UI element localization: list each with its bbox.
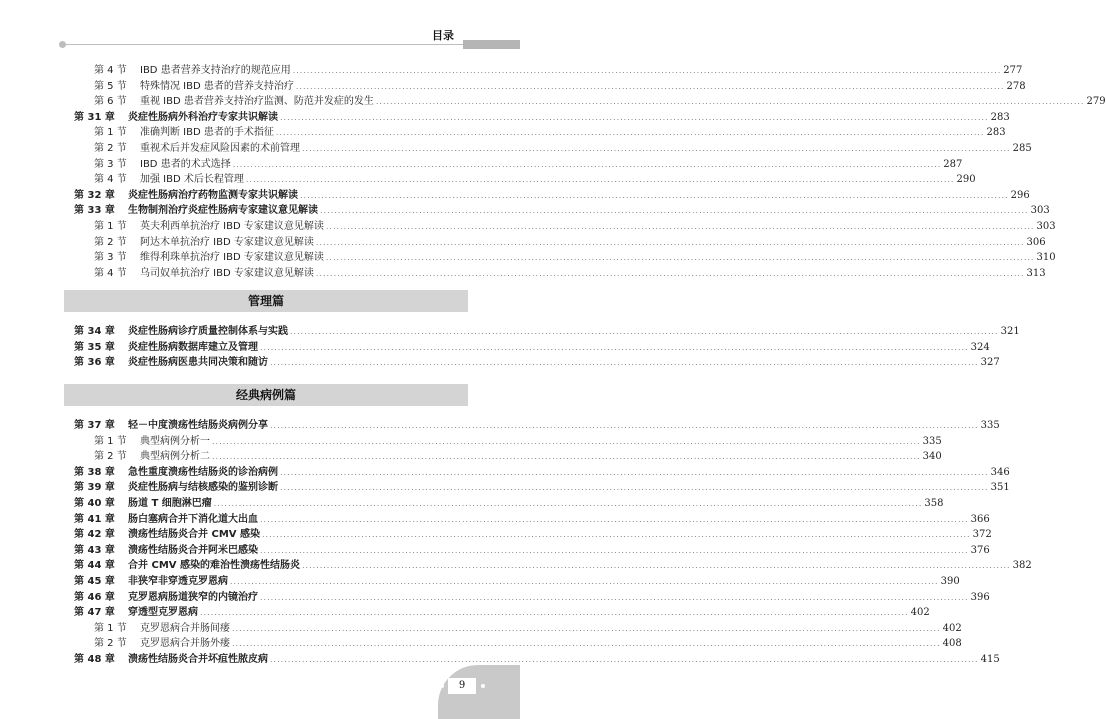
dot-leader: ........................................................................................................................................................................................................ <box>292 66 1002 75</box>
dot-leader: ........................................................................................................................................................................................................ <box>212 436 921 446</box>
entry-page-number: 303 <box>1030 205 1050 217</box>
toc-chapter-entry <box>64 543 990 559</box>
page-dot-right <box>481 684 485 688</box>
header-tab-bar <box>463 40 520 49</box>
entry-title: 克罗恩病合并肠外瘘 <box>140 638 230 650</box>
entry-title: 轻－中度溃疡性结肠炎病例分享 <box>128 420 268 431</box>
page-dot-left <box>440 684 444 688</box>
dot-leader: ........................................................................................................................................................................................................ <box>280 483 989 493</box>
entry-title: 准确判断 IBD 患者的手术指征 <box>140 127 274 139</box>
entry-page-number: 408 <box>942 638 962 650</box>
entry-number: 第 47 章 <box>74 607 115 619</box>
dot-leader: ........................................................................................................................................................................................................ <box>375 97 1085 107</box>
header-title: 目录 <box>432 29 454 42</box>
dot-leader: ........................................................................................................................................................................................................ <box>232 623 941 633</box>
entry-number: 第 32 章 <box>74 189 115 201</box>
entry-title: IBD 患者营养支持治疗的规范应用 <box>140 65 291 76</box>
toc-chapter-entry <box>64 188 1030 204</box>
entry-number: 第 1 节 <box>94 220 127 232</box>
dot-leader: ........................................................................................................................................................................................................ <box>212 452 921 462</box>
entry-title: 生物制剂治疗炎症性肠病专家建议意见解读 <box>128 205 318 217</box>
toc-section-entry <box>64 434 942 450</box>
dot-leader: ........................................................................................................................................................................................................ <box>295 81 1005 91</box>
toc-section-entry <box>64 235 1046 251</box>
entry-page-number: 396 <box>970 591 990 603</box>
entry-title: 炎症性肠病外科治疗专家共识解读 <box>128 111 278 123</box>
toc-chapter-entry <box>64 605 930 621</box>
entry-number: 第 34 章 <box>74 326 115 337</box>
dot-leader: ........................................................................................................................................................................................................ <box>230 576 939 586</box>
entry-page-number: 296 <box>1010 189 1030 201</box>
entry-number: 第 37 章 <box>74 420 115 431</box>
entry-number: 第 36 章 <box>74 357 115 369</box>
entry-number: 第 39 章 <box>74 482 115 494</box>
entry-page-number: 324 <box>970 341 990 353</box>
entry-number: 第 40 章 <box>74 497 115 509</box>
entry-title: 非狭窄非穿透克罗恩病 <box>128 575 228 587</box>
entry-number: 第 1 节 <box>94 435 127 447</box>
dot-leader: ........................................................................................................................................................................................................ <box>320 206 1029 216</box>
entry-title: 重视术后并发症风险因素的术前管理 <box>140 142 300 154</box>
dot-leader: ........................................................................................................................................................................................................ <box>302 143 1011 153</box>
entry-number: 第 46 章 <box>74 591 115 603</box>
entry-number: 第 2 节 <box>94 236 127 248</box>
toc-section-entry <box>64 250 1056 266</box>
entry-page-number: 277 <box>1003 65 1023 76</box>
entry-title: 英夫利西单抗治疗 IBD 专家建议意见解读 <box>140 220 324 232</box>
entry-page-number: 285 <box>1012 142 1032 154</box>
entry-title: 典型病例分析二 <box>140 451 210 463</box>
entry-number: 第 38 章 <box>74 466 115 478</box>
entry-page-number: 287 <box>943 158 963 170</box>
dot-leader: ........................................................................................................................................................................................................ <box>290 327 999 336</box>
entry-number: 第 2 节 <box>94 451 127 463</box>
toc-chapter-entry <box>64 340 990 356</box>
entry-page-number: 358 <box>924 497 944 509</box>
entry-title: 克罗恩病合并肠间瘘 <box>140 622 230 634</box>
entry-title: 乌司奴单抗治疗 IBD 专家建议意见解读 <box>140 267 314 279</box>
entry-title: 阿达木单抗治疗 IBD 专家建议意见解读 <box>140 236 314 248</box>
toc-chapter-entry <box>64 480 1010 496</box>
dot-leader: ........................................................................................................................................................................................................ <box>260 545 969 555</box>
entry-number: 第 44 章 <box>74 560 115 572</box>
dot-leader: ........................................................................................................................................................................................................ <box>275 128 985 138</box>
toc-section-entry <box>64 449 942 465</box>
dot-leader: ........................................................................................................................................................................................................ <box>302 561 1011 571</box>
entry-title: 维得利珠单抗治疗 IBD 专家建议意见解读 <box>140 252 324 264</box>
entry-number: 第 1 节 <box>94 622 127 634</box>
entry-number: 第 2 节 <box>94 142 127 154</box>
entry-title: 肠道 T 细胞淋巴瘤 <box>128 497 212 509</box>
dot-leader: ........................................................................................................................................................................................................ <box>245 175 955 185</box>
entry-page-number: 402 <box>942 622 962 634</box>
toc-chapter-entry <box>64 355 1000 371</box>
entry-title: IBD 患者的术式选择 <box>140 158 231 170</box>
dot-leader: ........................................................................................................................................................................................................ <box>232 159 942 169</box>
dot-leader: ........................................................................................................................................................................................................ <box>213 498 923 508</box>
toc-chapter-entry <box>64 496 944 512</box>
toc-section-entry <box>64 621 962 637</box>
dot-leader: ........................................................................................................................................................................................................ <box>270 654 979 664</box>
toc-chapter-entry <box>64 110 1010 126</box>
toc-section-entry <box>64 266 1046 282</box>
entry-number: 第 4 节 <box>94 174 127 186</box>
dot-leader: ........................................................................................................................................................................................................ <box>260 342 969 352</box>
toc-chapter-entry <box>64 574 960 590</box>
dot-leader: ........................................................................................................................................................................................................ <box>262 530 971 540</box>
entry-page-number: 278 <box>1006 80 1026 92</box>
entry-title: 炎症性肠病与结核感染的鉴别诊断 <box>128 482 278 494</box>
entry-title: 炎症性肠病诊疗质量控制体系与实践 <box>128 326 288 337</box>
page-number: 9 <box>448 678 476 694</box>
dot-leader: ........................................................................................................................................................................................................ <box>315 268 1025 278</box>
entry-page-number: 283 <box>986 127 1006 139</box>
dot-leader: ........................................................................................................................................................................................................ <box>325 221 1035 231</box>
entry-number: 第 2 节 <box>94 638 127 650</box>
entry-page-number: 376 <box>970 544 990 556</box>
toc-section-entry <box>64 219 1056 235</box>
entry-page-number: 321 <box>1000 326 1020 337</box>
toc-block-1 <box>64 63 1106 281</box>
dot-leader: ........................................................................................................................................................................................................ <box>270 421 979 430</box>
dot-leader: ........................................................................................................................................................................................................ <box>260 592 969 602</box>
entry-page-number: 346 <box>990 466 1010 478</box>
toc-section-entry <box>64 636 962 652</box>
entry-number: 第 35 章 <box>74 341 115 353</box>
entry-number: 第 5 节 <box>94 80 127 92</box>
dot-leader: ........................................................................................................................................................................................................ <box>315 237 1025 247</box>
entry-title: 炎症性肠病数据库建立及管理 <box>128 341 258 353</box>
toc-section-entry <box>64 63 1023 79</box>
entry-number: 第 48 章 <box>74 653 115 665</box>
entry-number: 第 6 节 <box>94 96 127 108</box>
entry-number: 第 3 节 <box>94 252 127 264</box>
entry-page-number: 303 <box>1036 220 1056 232</box>
entry-title: 穿透型克罗恩病 <box>128 607 198 619</box>
entry-page-number: 372 <box>972 529 992 541</box>
toc-section-entry <box>64 157 963 173</box>
dot-leader: ........................................................................................................................................................................................................ <box>232 639 941 649</box>
entry-number: 第 31 章 <box>74 111 115 123</box>
dot-leader: ........................................................................................................................................................................................................ <box>200 608 909 618</box>
entry-page-number: 327 <box>980 357 1000 369</box>
entry-number: 第 4 节 <box>94 65 127 76</box>
entry-page-number: 366 <box>970 513 990 525</box>
toc-chapter-entry <box>64 558 1032 574</box>
dot-leader: ........................................................................................................................................................................................................ <box>260 514 969 524</box>
toc-chapter-entry <box>64 512 990 528</box>
entry-page-number: 306 <box>1026 236 1046 248</box>
entry-title: 急性重度溃疡性结肠炎的诊治病例 <box>128 466 278 478</box>
entry-page-number: 402 <box>910 607 930 619</box>
toc-chapter-entry <box>64 527 992 543</box>
toc-chapter-entry <box>64 652 1000 668</box>
toc-chapter-entry <box>64 324 1020 340</box>
entry-title: 炎症性肠病医患共同决策和随访 <box>128 357 268 369</box>
entry-page-number: 313 <box>1026 267 1046 279</box>
toc-section-entry <box>64 172 976 188</box>
toc-section-entry <box>64 141 1032 157</box>
entry-title: 肠白塞病合并下消化道大出血 <box>128 513 258 525</box>
entry-number: 第 43 章 <box>74 544 115 556</box>
entry-number: 第 45 章 <box>74 575 115 587</box>
entry-title: 合并 CMV 感染的难治性溃疡性结肠炎 <box>128 560 300 572</box>
part-heading-management: 管理篇 <box>64 290 468 312</box>
toc-section-entry <box>64 125 1006 141</box>
entry-page-number: 382 <box>1012 560 1032 572</box>
toc-section-entry <box>64 79 1026 95</box>
entry-number: 第 33 章 <box>74 205 115 217</box>
entry-title: 重视 IBD 患者营养支持治疗监测、防范并发症的发生 <box>140 96 374 108</box>
entry-page-number: 335 <box>980 420 1000 431</box>
dot-leader: ........................................................................................................................................................................................................ <box>270 358 979 368</box>
entry-title: 典型病例分析一 <box>140 435 210 447</box>
entry-page-number: 283 <box>990 111 1010 123</box>
toc-chapter-entry <box>64 590 990 606</box>
toc-block-2 <box>64 324 1020 371</box>
entry-page-number: 351 <box>990 482 1010 494</box>
entry-title: 溃疡性结肠炎合并坏疽性脓皮病 <box>128 653 268 665</box>
dot-leader: ........................................................................................................................................................................................................ <box>300 190 1009 200</box>
entry-page-number: 335 <box>922 435 942 447</box>
entry-page-number: 415 <box>980 653 1000 665</box>
entry-page-number: 340 <box>922 451 942 463</box>
entry-title: 克罗恩病肠道狭窄的内镜治疗 <box>128 591 258 603</box>
entry-number: 第 4 节 <box>94 267 127 279</box>
toc-chapter-entry <box>64 418 1000 434</box>
entry-page-number: 279 <box>1086 96 1106 108</box>
toc-block-3 <box>64 418 1032 668</box>
header-rule <box>64 44 464 45</box>
toc-section-entry <box>64 94 1106 110</box>
toc-chapter-entry <box>64 203 1050 219</box>
entry-page-number: 390 <box>940 575 960 587</box>
entry-page-number: 290 <box>956 174 976 186</box>
entry-title: 溃疡性结肠炎合并 CMV 感染 <box>128 529 260 541</box>
dot-leader: ........................................................................................................................................................................................................ <box>325 253 1035 263</box>
entry-number: 第 41 章 <box>74 513 115 525</box>
entry-title: 溃疡性结肠炎合并阿米巴感染 <box>128 544 258 556</box>
dot-leader: ........................................................................................................................................................................................................ <box>280 467 989 477</box>
dot-leader: ........................................................................................................................................................................................................ <box>280 112 989 122</box>
entry-page-number: 310 <box>1036 252 1056 264</box>
entry-title: 特殊情况 IBD 患者的营养支持治疗 <box>140 80 294 92</box>
entry-number: 第 42 章 <box>74 529 115 541</box>
entry-title: 加强 IBD 术后长程管理 <box>140 174 244 186</box>
toc-chapter-entry <box>64 465 1010 481</box>
entry-title: 炎症性肠病治疗药物监测专家共识解读 <box>128 189 298 201</box>
page-header <box>0 0 520 60</box>
part-heading-cases: 经典病例篇 <box>64 384 468 406</box>
entry-number: 第 3 节 <box>94 158 127 170</box>
entry-number: 第 1 节 <box>94 127 127 139</box>
